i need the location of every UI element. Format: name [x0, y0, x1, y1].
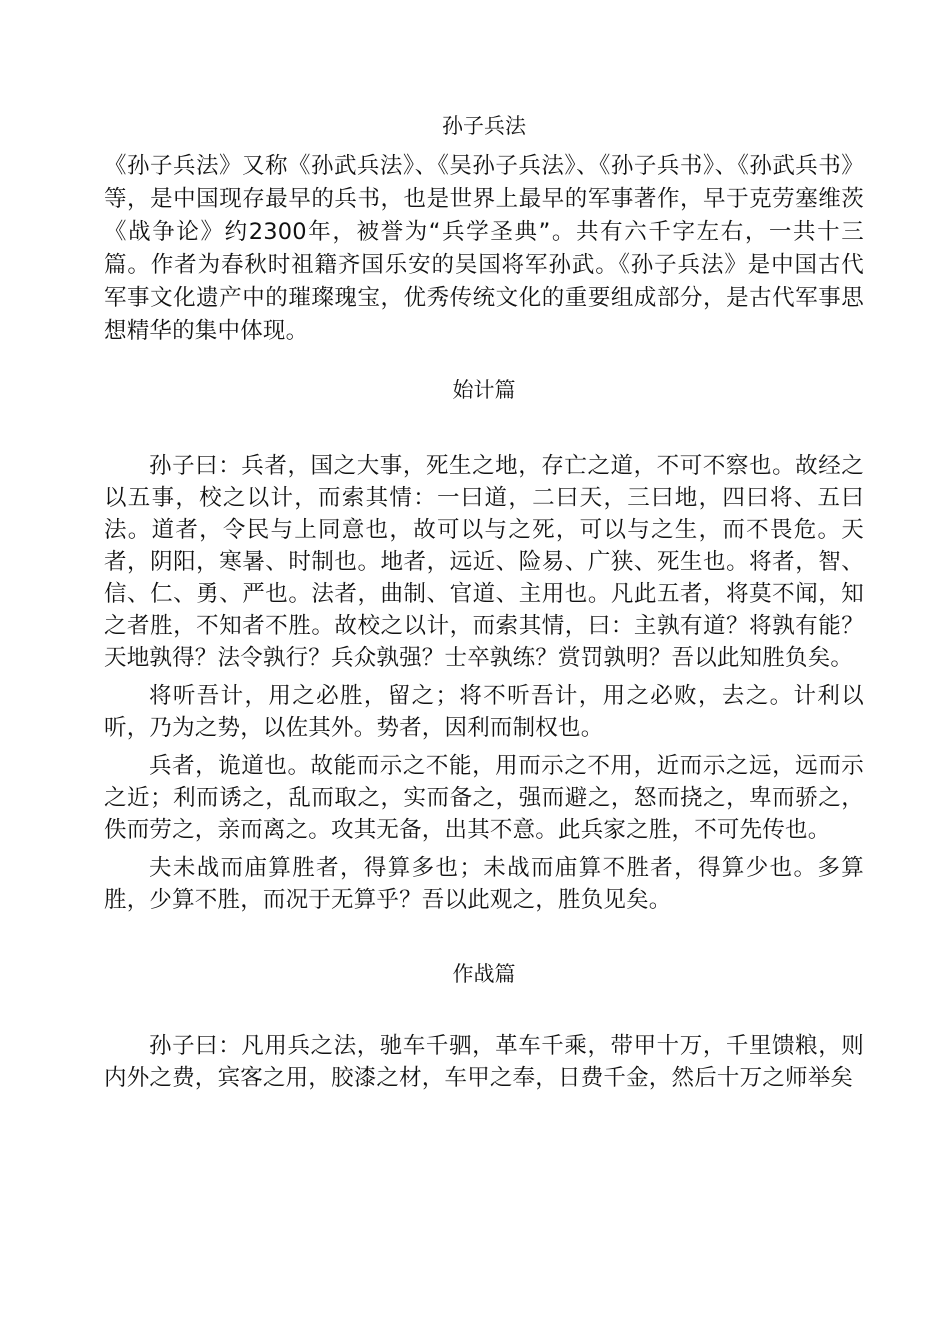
section-body-zuozhan: [104, 1030, 864, 1094]
intro-paragraph: 《孙子兵法》又称《孙武兵法》、《吴孙子兵法》、《孙子兵书》、《孙武兵书》等，是中国现存最早的兵书，也是世界上最早的军事著作，早于克劳塞维茨《战争论》约2300年，被誉为“兵学圣典”。共有六千字左右，一共十三篇。作者为春秋时祖籍齐国乐安的吴国将军孙武。《孙子兵法》是中国古代军事文化遗产中的璀璨瑰宝，优秀传统文化的重要组成部分，是古代军事思想精华的集中体现。: [104, 153, 864, 344]
paragraph: 孙子曰：兵者，国之大事，死生之地，存亡之道，不可不察也。故经之以五事，校之以计，而索其情：一曰道，二曰天，三曰地，四曰将、五曰法。道者，令民与上同意也，故可以与之死，可以与之生，而不畏危。天者，阴阳，寒暑、时制也。地者，远近、险易、广狭、死生也。将者，智、信、仁、勇、严也。法者，曲制、官道、主用也。凡此五者，将莫不闻，知之者胜，不知者不胜。故校之以计，而索其情，曰：主孰有道？将孰有能？天地孰得？法令孰行？兵众孰强？士卒孰练？赏罚孰明？吾以此知胜负矣。: [104, 453, 864, 671]
paragraph: 将听吾计，用之必胜，留之；将不听吾计，用之必败，去之。计利以听，乃为之势，以佐其外。势者，因利而制权也。: [104, 683, 864, 741]
paragraph: 夫未战而庙算胜者，得算多也；未战而庙算不胜者，得算少也。多算胜，少算不胜，而况于无算乎？吾以此观之，胜负见矣。: [104, 855, 864, 913]
document-title: 孙子兵法: [442, 114, 526, 138]
section-title-shiji: 始计篇: [452, 378, 516, 402]
paragraph: 孙子曰：凡用兵之法，驰车千驷，革车千乘，带甲十万，千里馈粮，则内外之费，宾客之用，胶漆之材，车甲之奉，日费千金，然后十万之师举矣: [104, 1033, 864, 1091]
document-page: [104, 110, 864, 1094]
section-title-zuozhan: 作战篇: [452, 962, 516, 986]
paragraph: 兵者，诡道也。故能而示之不能，用而示之不用，近而示之远，远而示之近；利而诱之，乱而取之，实而备之，强而避之，怒而挠之，卑而骄之，佚而劳之，亲而离之。攻其无备，出其不意。此兵家之胜，不可先传也。: [104, 753, 864, 843]
section-body-shiji: [104, 450, 864, 916]
